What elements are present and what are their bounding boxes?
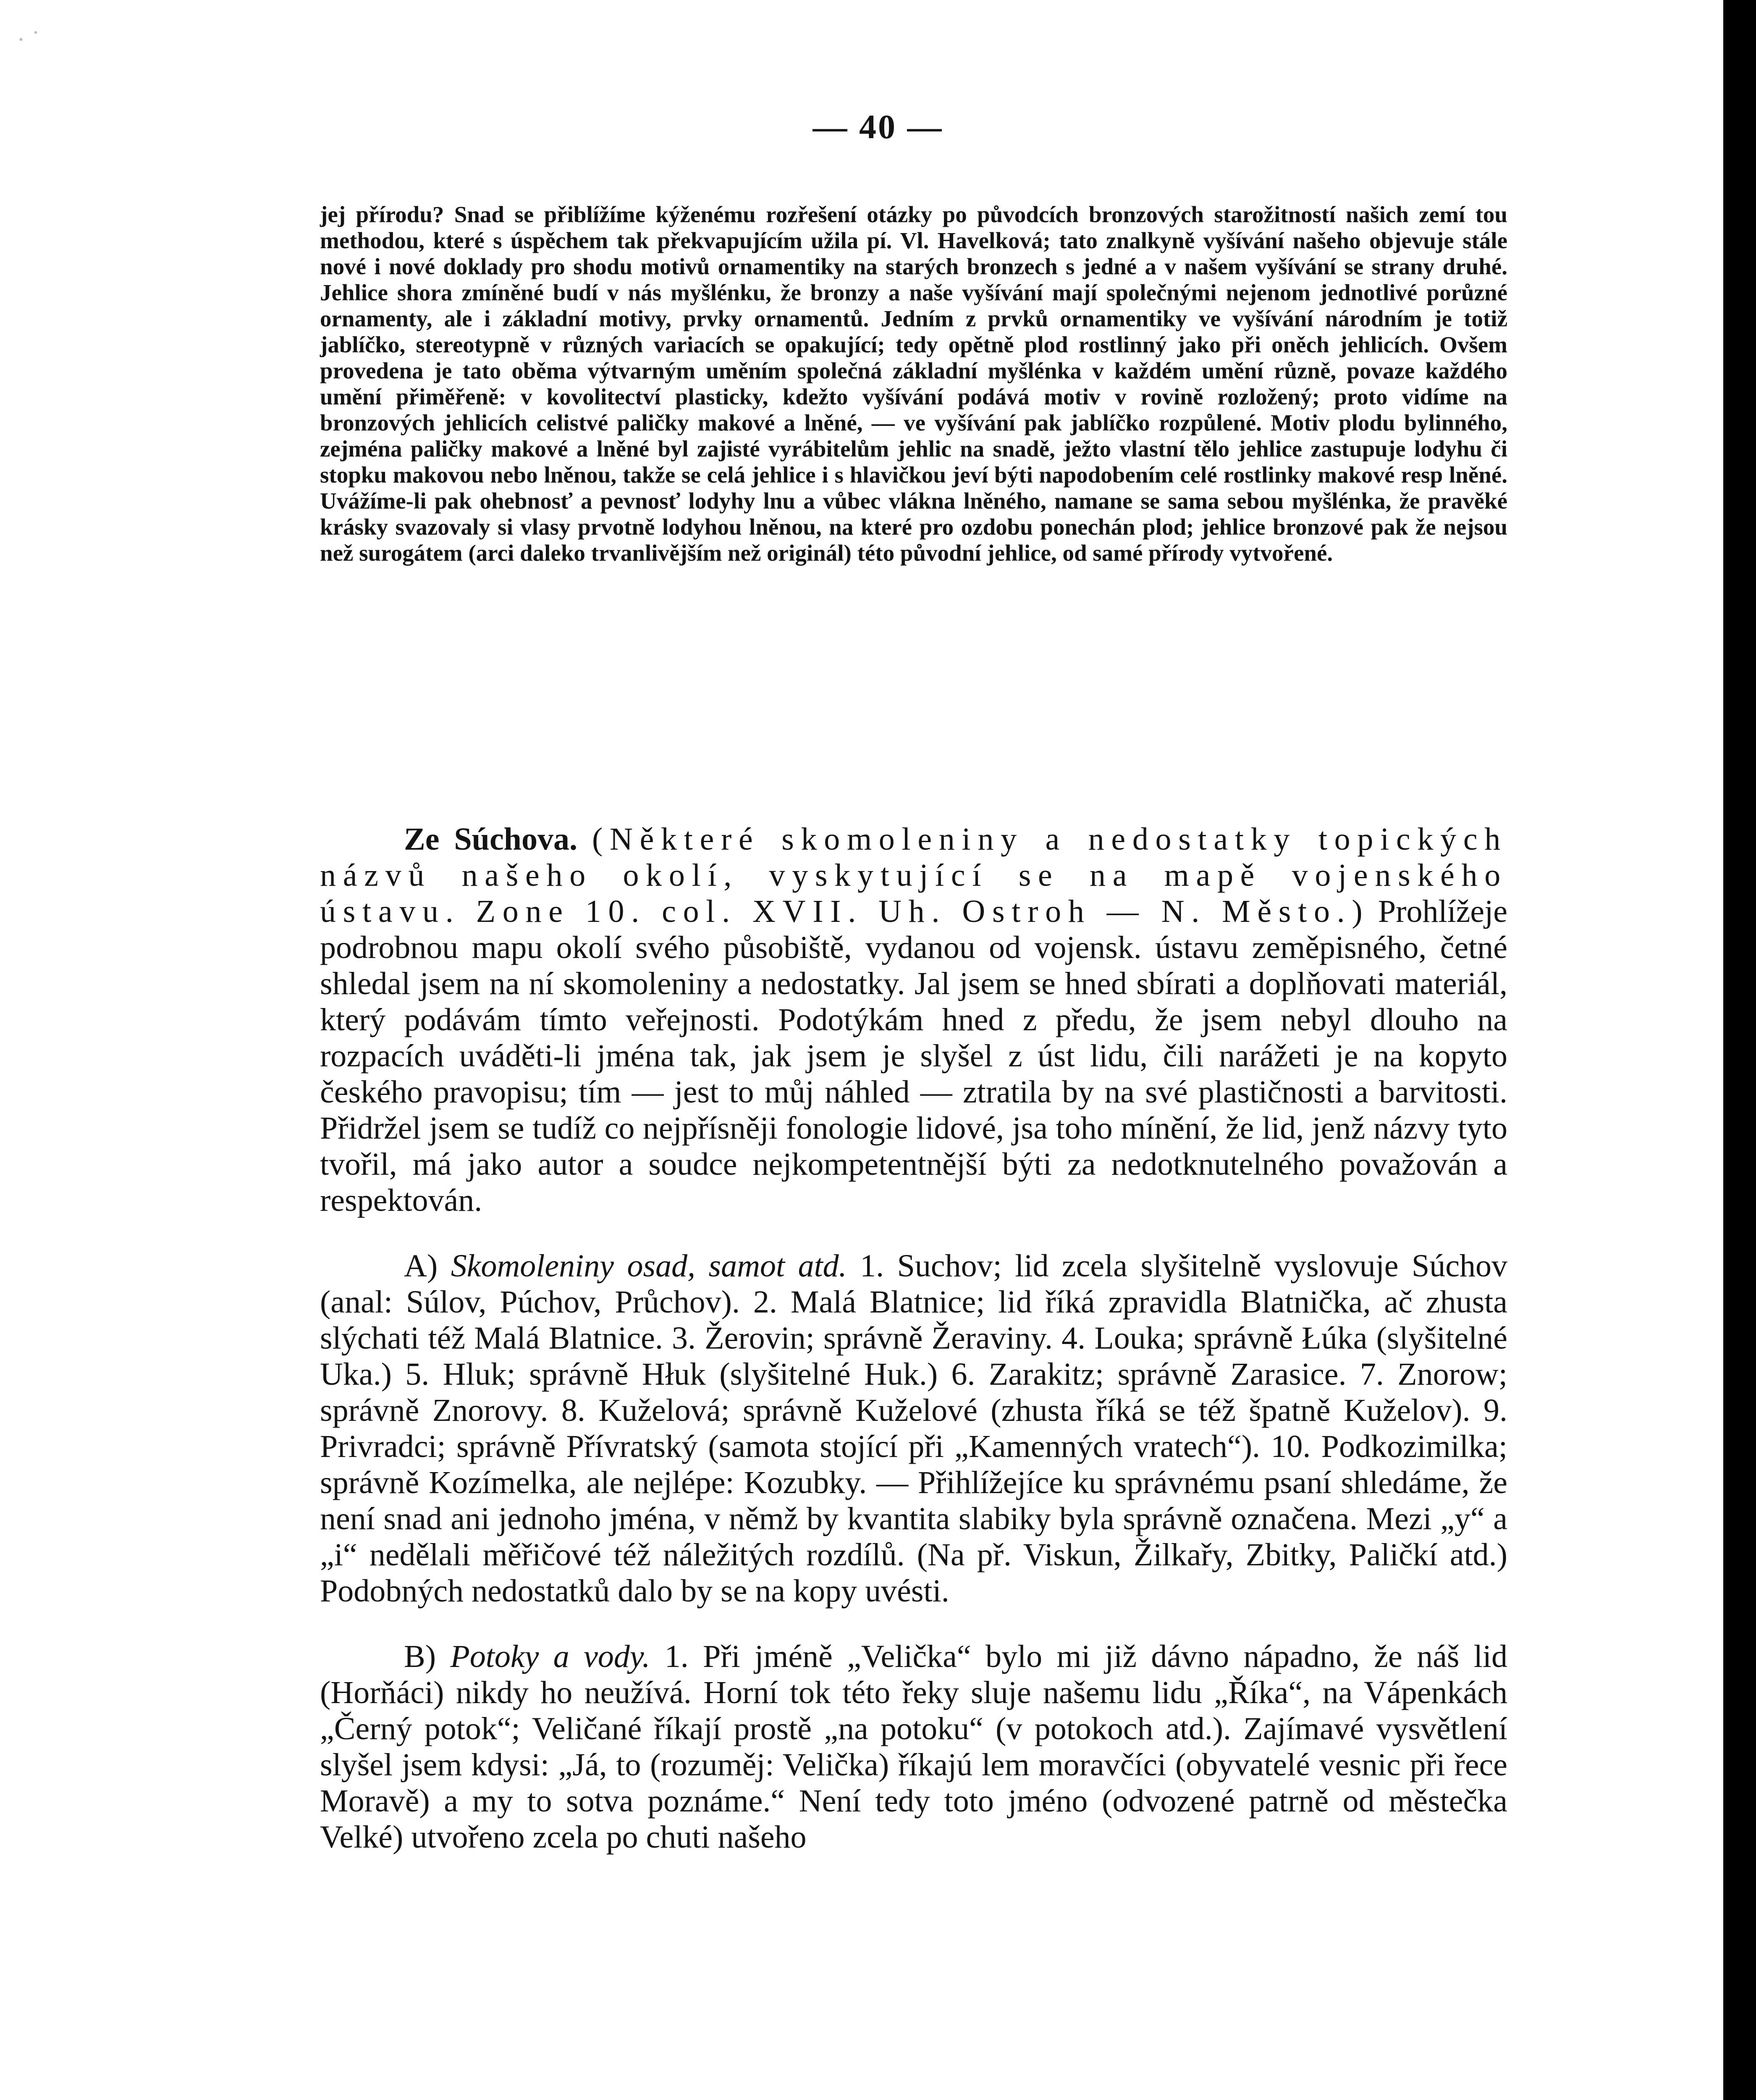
part-b-text: 1. Při jméně „Velička“ bylo mi již dávno nápadno, že náš lid (Horňáci) nikdy ho neužívá. Horní tok této řeky sluje našemu lidu „Říka“, na Vápenkách „Černý potok“; Veličané říkají prostě „na potoku“ (v potokoch atd.). Zajímavé vysvětlení slyšel jsem kdysi: „Já, to (rozuměj: Velička) říkajú lem moravčíci (obyvatelé vesnic při řece Moravě) a my to sotva poznáme.“ Není tedy toto jméno (odvozené patrně od městečka Velké) utvořeno zcela po chuti našeho xyxy=(320,1639,1508,1855)
part-a-paragraph xyxy=(320,1248,1507,1609)
first-section-paragraph: jej přírodu? Snad se přiblížíme kýženému rozřešení otázky po původcích bronzových starožitností našich zemí tou methodou, které s úspěchem tak překvapujícím užila pí. Vl. Havelková; tato znalkyně vyšívání našeho objevuje stále nové i nové doklady pro shodu motivů ornamentiky na starých bronzech s jedné a v našem vyšívání se strany druhé. Jehlice shora zmíněné budí v nás myšlénku, že bronzy a naše vyšívání mají společnými nejenom jednotlivé porůzné ornamenty, ale i základní motivy, prvky ornamentů. Jedním z prvků ornamentiky ve vyšívání národním je totiž jablíčko, stereotypně v různých variacích se opakující; tedy opětně plod rostlinný jako při oněch jehlicích. Ovšem provedena je tato oběma výtvarným uměním společná základní myšlénka v každém umění různě, povaze každého umění přiměřeně: v kovolitectví plasticky, kdežto vyšívání podává motiv v rovině rozložený; proto vidíme na bronzových jehlicích celistvé paličky makové a lněné, — ve vyšívání pak jablíčko rozpůlené. Motiv plodu bylinného, zejména paličky makové a lněné byl zajisté vyrábitelům jehlic na snadě, ježto vlastní tělo jehlice zastupuje lodyhu či stopku makovou nebo lněnou, takže se celá jehlice i s hlavičkou jeví býti napodobením celé rostlinky makové resp lněné. Uvážíme-li pak ohebnosť a pevnosť lodyhy lnu a vůbec vlákna lněného, namane se sama sebou myšlénka, že pravěké krásky svazovaly si vlasy prvotně lodyhou lněnou, na které pro ozdobu ponechán plod; jehlice bronzové pak že nejsou než surogátem (arci daleko trvanlivějším než originál) této původní jehlice, od samé přírody vytvořené. xyxy=(320,202,1507,566)
part-b-label: B) xyxy=(404,1639,436,1674)
scan-speck-decoration: · ˙ xyxy=(17,26,40,53)
section-subtitle: (Některé skomoleniny a nedostatky topických názvů našeho okolí, vyskytující se na mapě vojenského ústavu. Zone 10. col. XVII. Uh. Ostroh — N. Město.) xyxy=(320,822,1507,929)
second-section xyxy=(320,821,1507,1885)
scan-edge-bar xyxy=(1723,0,1756,2100)
section-title: Ze Súchova. xyxy=(404,822,577,857)
part-b-heading: Potoky a vody. xyxy=(450,1639,650,1674)
section-heading-paragraph xyxy=(320,821,1507,1218)
section-intro: Prohlížeje podrobnou mapu okolí svého působiště, vydanou od vojensk. ústavu zeměpisného, četné shledal jsem na ní skomoleniny a nedostatky. Jal jsem se hned sbírati a doplňovati materiál, který podávám tímto veřejnosti. Podotýkám hned z předu, že jsem nebyl dlouho na rozpacích uváděti-li jména tak, jak jsem je slyšel z úst lidu, čili narážeti je na kopyto českého pravopisu; tím — jest to můj náhled — ztratila by na své plastičnosti a barvitosti. Přidržel jsem se tudíž co nejpřísněji fonologie lidové, jsa toho mínění, že lid, jenž názvy tyto tvořil, má jako autor a soudce nejkompetentnější býti za nedotknutelného považován a respektován. xyxy=(320,894,1507,1218)
part-a-text: 1. Suchov; lid zcela slyšitelně vyslovuje Súchov (anal: Súlov, Púchov, Průchov). 2. Malá Blatnice; lid říká zpravidla Blatnička, ač zhusta slýchati též Malá Blatnice. 3. Žerovin; správně Žeraviny. 4. Louka; správně Łúka (slyšitelné Uka.) 5. Hluk; správně Hłuk (slyšitelné Huk.) 6. Zarakitz; správně Zarasice. 7. Znorow; správně Znorovy. 8. Kuželová; správně Kuželové (zhusta říká se též špatně Kuželov). 9. Privradci; správně Přívratský (samota stojící při „Kamenných vratech“). 10. Podkozimilka; správně Kozímelka, ale nejlépe: Kozubky. — Přihlížejíce ku správnému psaní shledáme, že není snad ani jednoho jména, v němž by kvantita slabiky byla správně označena. Mezi „y“ a „i“ nedělali měřičové též náležitých rozdílů. (Na př. Viskun, Žilkařy, Zbitky, Paličkí atd.) Podobných nedostatků dalo by se na kopy uvésti. xyxy=(320,1248,1508,1609)
first-section xyxy=(320,202,1507,566)
part-b-paragraph xyxy=(320,1638,1507,1855)
part-a-label: A) xyxy=(404,1248,438,1284)
part-a-heading: Skomoleniny osad, samot atd. xyxy=(451,1248,847,1284)
page-number: — 40 — xyxy=(812,108,944,146)
